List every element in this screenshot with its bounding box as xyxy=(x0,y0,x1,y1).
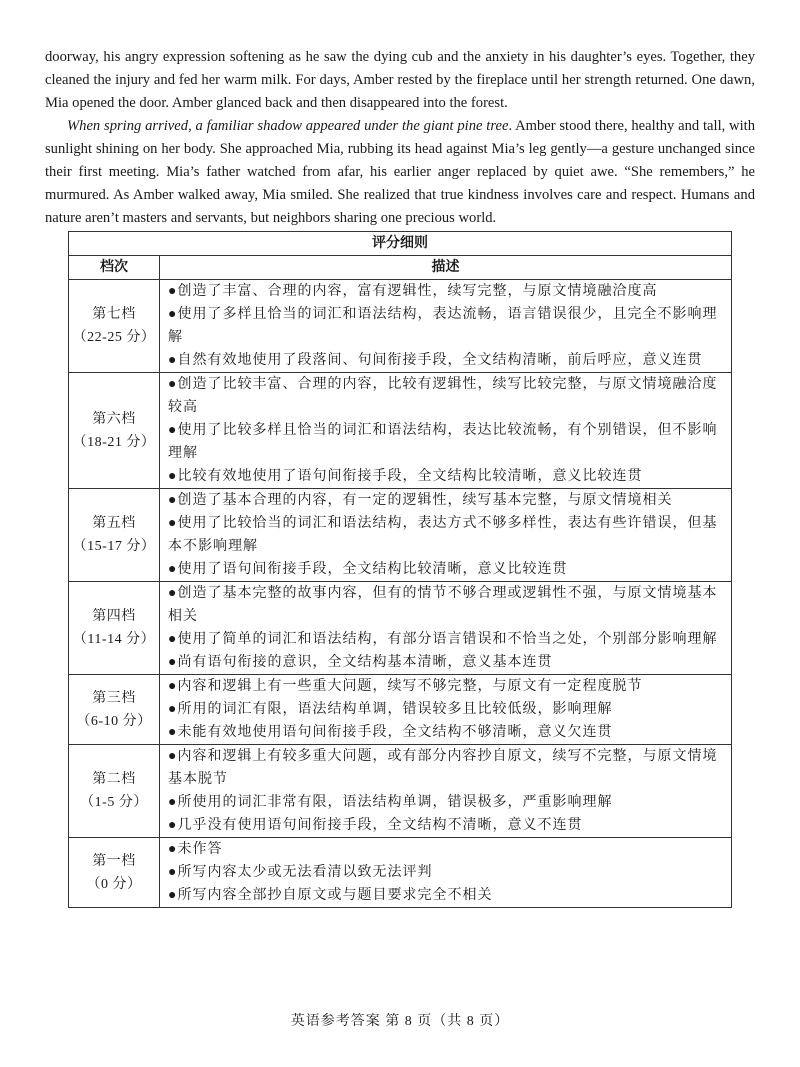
page-footer: 英语参考答案 第 8 页（共 8 页） xyxy=(290,1014,510,1029)
level-cell xyxy=(69,675,160,745)
paragraph-opening-sentence: When spring arrived, a familiar shadow appeared under the giant pine tree xyxy=(67,118,509,134)
criterion-item: ●内容和逻辑上有一些重大问题，续写不够完整，与原文有一定程度脱节 xyxy=(168,679,643,694)
level-cell xyxy=(69,280,160,373)
level-score-range: （22-25 分） xyxy=(72,330,156,345)
level-cell xyxy=(69,582,160,675)
table-row xyxy=(69,489,732,582)
level-cell xyxy=(69,838,160,908)
level-name: 第五档 xyxy=(92,516,136,531)
description-cell xyxy=(160,582,732,675)
criterion-item: ●比较有效地使用了语句间衔接手段，全文结构比较清晰，意义比较连贯 xyxy=(168,469,643,484)
scoring-rubric-table xyxy=(68,231,732,908)
level-name: 第七档 xyxy=(92,307,136,322)
story-paragraph-2 xyxy=(45,115,755,230)
level-name: 第四档 xyxy=(92,609,136,624)
description-cell xyxy=(160,280,732,373)
criterion-item: ●使用了简单的词汇和语法结构，有部分语言错误和不恰当之处，个别部分影响理解 xyxy=(168,632,718,647)
level-score-range: （11-14 分） xyxy=(72,632,156,647)
table-row xyxy=(69,745,732,838)
level-cell xyxy=(69,373,160,489)
level-cell xyxy=(69,489,160,582)
criterion-item: ●使用了比较恰当的词汇和语法结构，表达方式不够多样性，表达有些许错误，但基本不影响理解 xyxy=(168,516,718,554)
level-name: 第三档 xyxy=(92,690,136,706)
table-row xyxy=(69,373,732,489)
criterion-item: ●几乎没有使用语句间衔接手段，全文结构不清晰，意义不连贯 xyxy=(168,818,583,833)
criterion-item: ●尚有语句衔接的意识，全文结构基本清晰，意义基本连贯 xyxy=(168,655,553,670)
criterion-item: ●所使用的词汇非常有限，语法结构单调，错误极多，严重影响理解 xyxy=(168,795,613,810)
criterion-item: ●所用的词汇有限，语法结构单调，错误较多且比较低级，影响理解 xyxy=(168,702,613,717)
table-row xyxy=(69,582,732,675)
column-header-level: 档次 xyxy=(69,256,160,280)
level-name: 第六档 xyxy=(92,411,136,427)
criterion-item: ●使用了语句间衔接手段，全文结构比较清晰，意义比较连贯 xyxy=(168,562,568,577)
level-cell xyxy=(69,745,160,838)
criterion-item: ●所写内容太少或无法看清以致无法评判 xyxy=(168,865,433,880)
criterion-item: ●所写内容全部抄自原文或与题目要求完全不相关 xyxy=(168,888,493,903)
level-score-range: （15-17 分） xyxy=(72,539,156,554)
criterion-item: ●创造了比较丰富、合理的内容，比较有逻辑性，续写比较完整，与原文情境融洽度较高 xyxy=(168,377,718,415)
criterion-item: ●使用了比较多样且恰当的词汇和语法结构，表达比较流畅，有个别错误，但不影响理解 xyxy=(168,423,718,461)
table-row xyxy=(69,838,732,908)
column-header-description: 描述 xyxy=(160,256,732,280)
criterion-item: ●未能有效地使用语句间衔接手段，全文结构不够清晰，意义欠连贯 xyxy=(168,725,613,740)
description-cell xyxy=(160,675,732,745)
table-row xyxy=(69,675,732,745)
criterion-item: ●未作答 xyxy=(168,842,223,857)
level-score-range: （18-21 分） xyxy=(72,434,156,450)
level-score-range: （0 分） xyxy=(86,876,142,892)
description-cell xyxy=(160,745,732,838)
criterion-item: ●自然有效地使用了段落间、句间衔接手段，全文结构清晰，前后呼应，意义连贯 xyxy=(168,353,703,368)
description-cell xyxy=(160,838,732,908)
criterion-item: ●使用了多样且恰当的词汇和语法结构，表达流畅，语言错误很少，且完全不影响理解 xyxy=(168,307,718,345)
criterion-item: ●创造了基本合理的内容，有一定的逻辑性，续写基本完整，与原文情境相关 xyxy=(168,493,673,508)
criterion-item: ●创造了丰富、合理的内容，富有逻辑性，续写完整，与原文情境融洽度高 xyxy=(168,284,658,299)
paragraph-body: . Amber stood there, healthy and tall, with sunlight shining on her body. She approached Mia, rubbing its head against Mia’s leg gently—a gesture unchanged since their first meeting. Mia’s father watched from afar, his earlier anger replaced by quiet awe. “She remembers,” he murmured. As Amber walked away, Mia smiled. She realized that true kindness involves care and respect. Humans and nature aren’t masters and servants, but neighbors sharing one precious world. xyxy=(45,118,755,226)
table-row xyxy=(69,280,732,373)
table-title: 评分细则 xyxy=(69,232,732,256)
level-name: 第一档 xyxy=(92,853,136,869)
level-score-range: （6-10 分） xyxy=(76,713,152,729)
criterion-item: ●创造了基本完整的故事内容，但有的情节不够合理或逻辑性不强，与原文情境基本相关 xyxy=(168,586,718,624)
description-cell xyxy=(160,489,732,582)
level-score-range: （1-5 分） xyxy=(80,795,148,810)
level-name: 第二档 xyxy=(92,772,136,787)
story-paragraph-1: doorway, his angry expression softening as he saw the dying cub and the anxiety in his daughter’s eyes. Together, they cleaned the injury and fed her warm milk. For days, Amber rested by the fireplace until her strength returned. One dawn, Mia opened the door. Amber glanced back and then disappeared into the forest. xyxy=(45,49,755,111)
criterion-item: ●内容和逻辑上有较多重大问题，或有部分内容抄自原文，续写不完整，与原文情境基本脱节 xyxy=(168,749,718,787)
description-cell xyxy=(160,373,732,489)
